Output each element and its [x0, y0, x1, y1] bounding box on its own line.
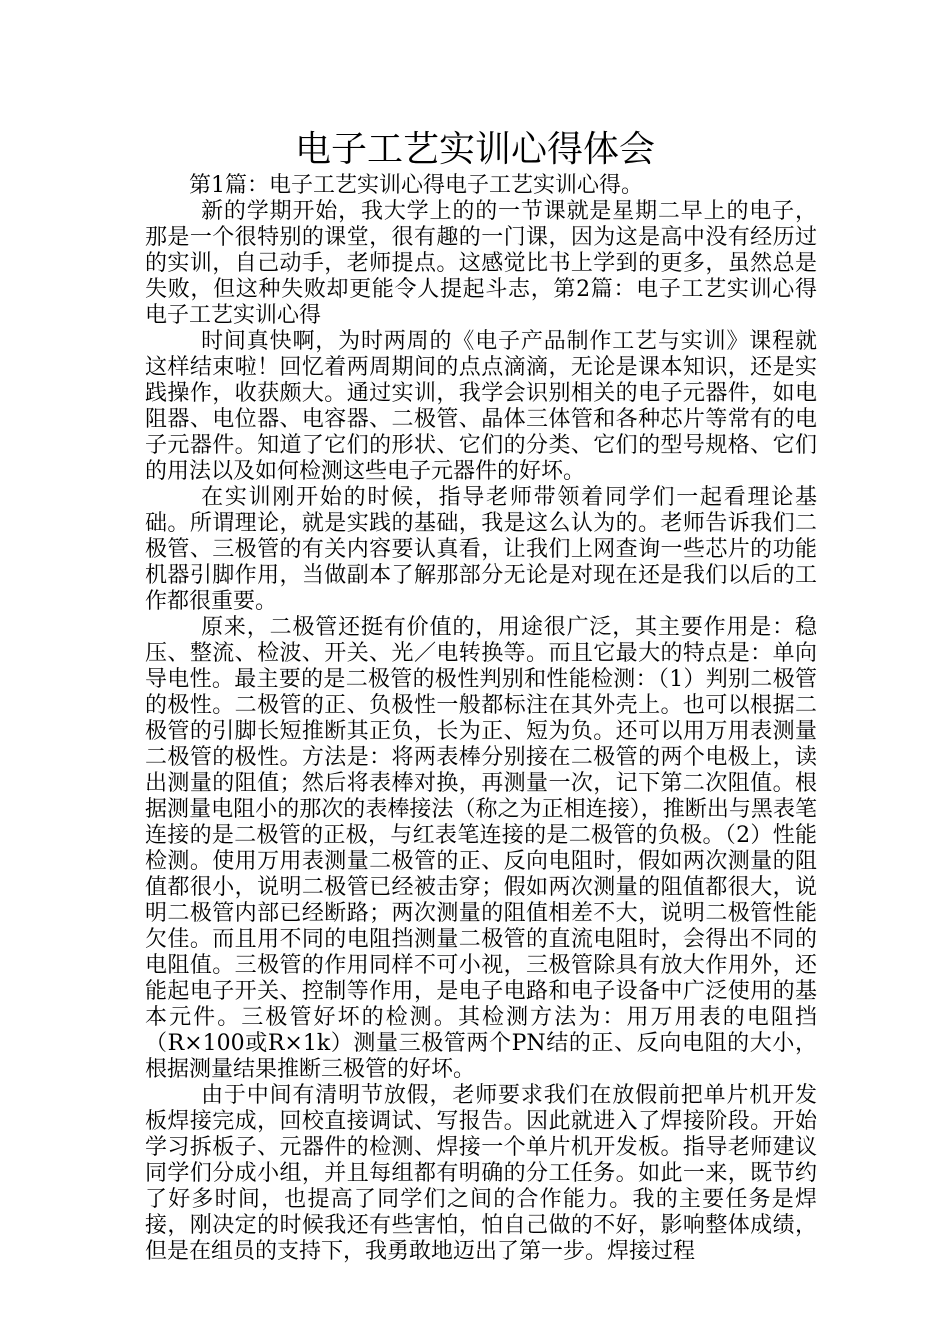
document-title: 电子工艺实训心得体会: [294, 129, 655, 170]
document-body: [145, 173, 817, 1265]
paragraph-6: 由于中间有清明节放假，老师要求我们在放假前把单片机开发板焊接完成，回校直接调试、写报告。因此就进入了焊接阶段。开始学习拆板子、元器件的检测、焊接一个单片机开发板。指导老师建议同学们分成小组，并且每组都有明确的分工任务。如此一来，既节约了好多时间，也提高了同学们之间的合作能力。我的主要任务是焊接，刚决定的时候我还有些害怕，怕自己做的不好，影响整体成绩，但是在组员的支持下，我勇敢地迈出了第一步。焊接过程: [145, 1083, 817, 1264]
paragraph-4: 在实训刚开始的时候，指导老师带领着同学们一起看理论基础。所谓理论，就是实践的基础，我是这么认为的。老师告诉我们二极管、三极管的有关内容要认真看，让我们上网查询一些芯片的功能机器引脚作用，当做副本了解那部分无论是对现在还是我们以后的工作都很重要。: [145, 485, 817, 614]
paragraph-5: 原来，二极管还挺有价值的，用途很广泛，其主要作用是：稳压、整流、检波、开关、光／电转换等。而且它最大的特点是：单向导电性。最主要的是二极管的极性判别和性能检测：（1）判别二极管的极性。二极管的正、负极性一般都标注在其外壳上。也可以根据二极管的引脚长短推断其正负，长为正、短为负。还可以用万用表测量二极管的极性。方法是：将两表棒分别接在二极管的两个电极上，读出测量的阻值；然后将表棒对换，再测量一次，记下第二次阻值。根据测量电阻小的那次的表棒接法（称之为正相连接），推断出与黑表笔连接的是二极管的正极，与红表笔连接的是二极管的负极。（2）性能检测。使用万用表测量二极管的正、反向电阻时，假如两次测量的阻值都很小，说明二极管已经被击穿；假如两次测量的阻值都很大，说明二极管内部已经断路；两次测量的阻值相差不大，说明二极管性能欠佳。而且用不同的电阻挡测量二极管的直流电阻时，会得出不同的电阻值。三极管的作用同样不可小视，三极管除具有放大作用外，还能起电子开关、控制等作用，是电子电路和电子设备中广泛使用的基本元件。三极管好坏的检测。其检测方法为：用万用表的电阻挡（R×100或R×1k）测量三极管两个PN结的正、反向电阻的大小，根据测量结果推断三极管的好坏。: [145, 615, 817, 1082]
paragraph-3: 时间真快啊，为时两周的《电子产品制作工艺与实训》课程就这样结束啦！回忆着两周期间的点点滴滴，无论是课本知识，还是实践操作，收获颇大。通过实训，我学会识别相关的电子元器件，如电阻器、电位器、电容器、二极管、晶体三体管和各种芯片等常有的电子元器件。知道了它们的形状、它们的分类、它们的型号规格、它们的用法以及如何检测这些电子元器件的好坏。: [145, 329, 817, 484]
paragraph-1: 第1篇：电子工艺实训心得电子工艺实训心得。: [189, 173, 643, 198]
paragraph-2: 新的学期开始，我大学上的的一节课就是星期二早上的电子，那是一个很特别的课堂，很有趣的一门课，因为这是高中没有经历过的实训，自己动手，老师提点。这感觉比书上学到的更多，虽然总是失败，但这种失败却更能令人提起斗志，第2篇：电子工艺实训心得电子工艺实训心得: [145, 199, 817, 328]
